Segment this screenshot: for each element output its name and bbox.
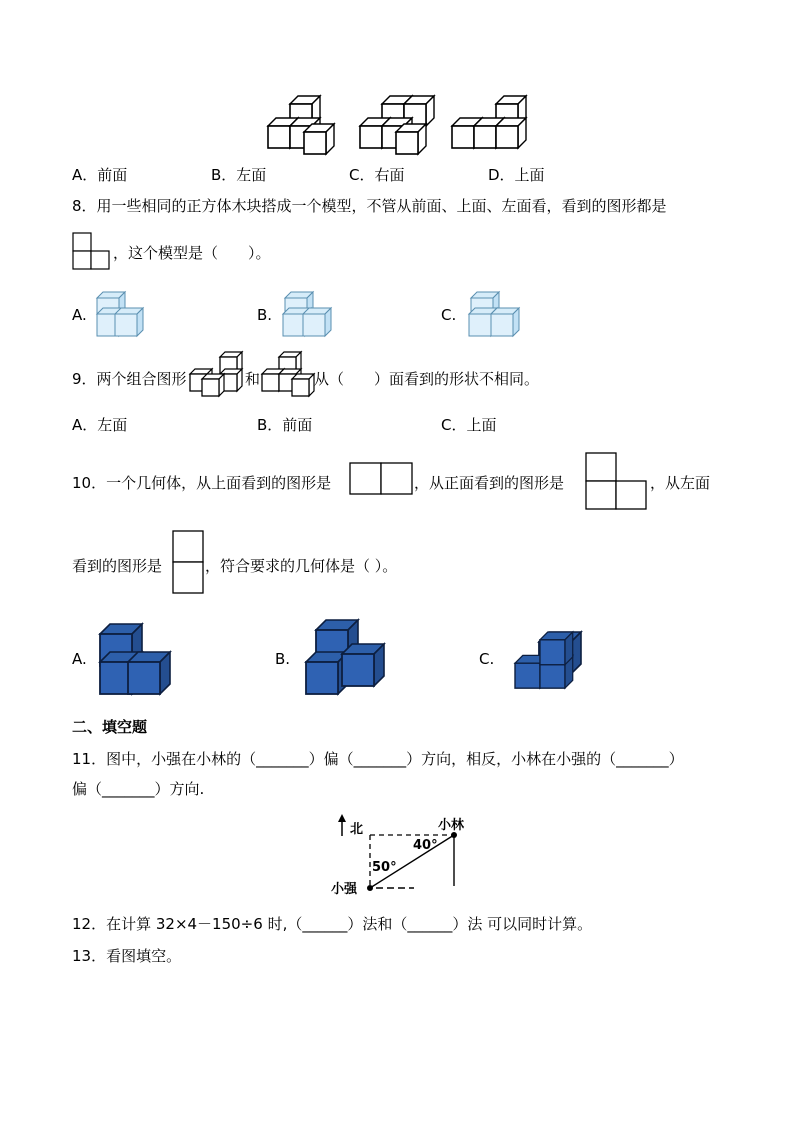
xiaolin-label: 小林: [438, 818, 465, 833]
q10-option-c[interactable]: C.: [479, 650, 495, 668]
q10-figure-c[interactable]: [515, 632, 577, 694]
q7-figure-1: [268, 96, 348, 156]
q10-front-view: [585, 452, 649, 512]
q8-figure-c[interactable]: [469, 292, 523, 336]
q9-option-c[interactable]: C．上面: [441, 416, 497, 434]
q10-stem-a: 10．一个几何体，从上面看到的图形是: [72, 474, 332, 492]
q8-option-b[interactable]: B.: [257, 306, 273, 324]
north-label: 北: [350, 822, 364, 837]
q7-figure-3: [452, 96, 532, 156]
q10-figure-b[interactable]: [306, 620, 390, 698]
q10-stem-d: 看到的图形是: [72, 557, 163, 575]
q11-line1: 11．图中，小强在小林的（_______）偏（_______）方向，相反，小林在小强的（_______）: [72, 750, 684, 768]
q10-left-view: [172, 530, 206, 596]
q12-text: 12．在计算 32×4－150÷6 时,（______）法和（______）法 可以同时计算。: [72, 915, 593, 933]
q8-option-c[interactable]: C.: [441, 306, 457, 324]
q10-stem-c: ，从左面: [650, 474, 711, 492]
section-title: 二、填空题: [72, 718, 148, 736]
xiaoqiang-label: 小强: [331, 882, 358, 897]
q8-figure-b[interactable]: [283, 292, 333, 336]
q7-option-c[interactable]: C．右面: [349, 166, 405, 184]
q7-option-d[interactable]: D．上面: [488, 166, 545, 184]
q9-figure-2: [262, 352, 322, 394]
q9-figure-1: [190, 352, 250, 394]
q11-line2: 偏（_______）方向.: [72, 780, 205, 798]
q10-option-b[interactable]: B.: [275, 650, 291, 668]
q10-option-a[interactable]: A.: [72, 650, 87, 668]
q7-option-a[interactable]: A．前面: [72, 166, 128, 184]
q9-stem-a: 9．两个组合图形: [72, 370, 187, 388]
q8-figure-a[interactable]: [97, 292, 147, 336]
q13-text: 13．看图填空。: [72, 947, 182, 965]
q10-top-view: [349, 462, 415, 498]
q9-option-a[interactable]: A．左面: [72, 416, 128, 434]
angle-40-label: 40°: [413, 838, 438, 853]
q10-stem-e: ，符合要求的几何体是（ ）。: [205, 557, 398, 575]
q8-view-figure: [72, 232, 112, 272]
angle-50-label: 50°: [372, 860, 397, 875]
q8-option-a[interactable]: A.: [72, 306, 87, 324]
q10-figure-a[interactable]: [100, 624, 170, 694]
q10-stem-b: ，从正面看到的图形是: [414, 474, 565, 492]
q9-option-b[interactable]: B．前面: [257, 416, 313, 434]
q8-stem: 8．用一些相同的正方体木块搭成一个模型，不管从前面、上面、左面看，看到的图形都是: [72, 197, 667, 215]
q9-stem-b: 和: [245, 370, 261, 388]
q9-stem-c: 从（ ）面看到的形状不相同。: [314, 370, 540, 388]
q7-figure-2: [360, 96, 440, 156]
q8-stem-cont: ，这个模型是（ ）。: [113, 244, 271, 262]
q7-option-b[interactable]: B．左面: [211, 166, 267, 184]
